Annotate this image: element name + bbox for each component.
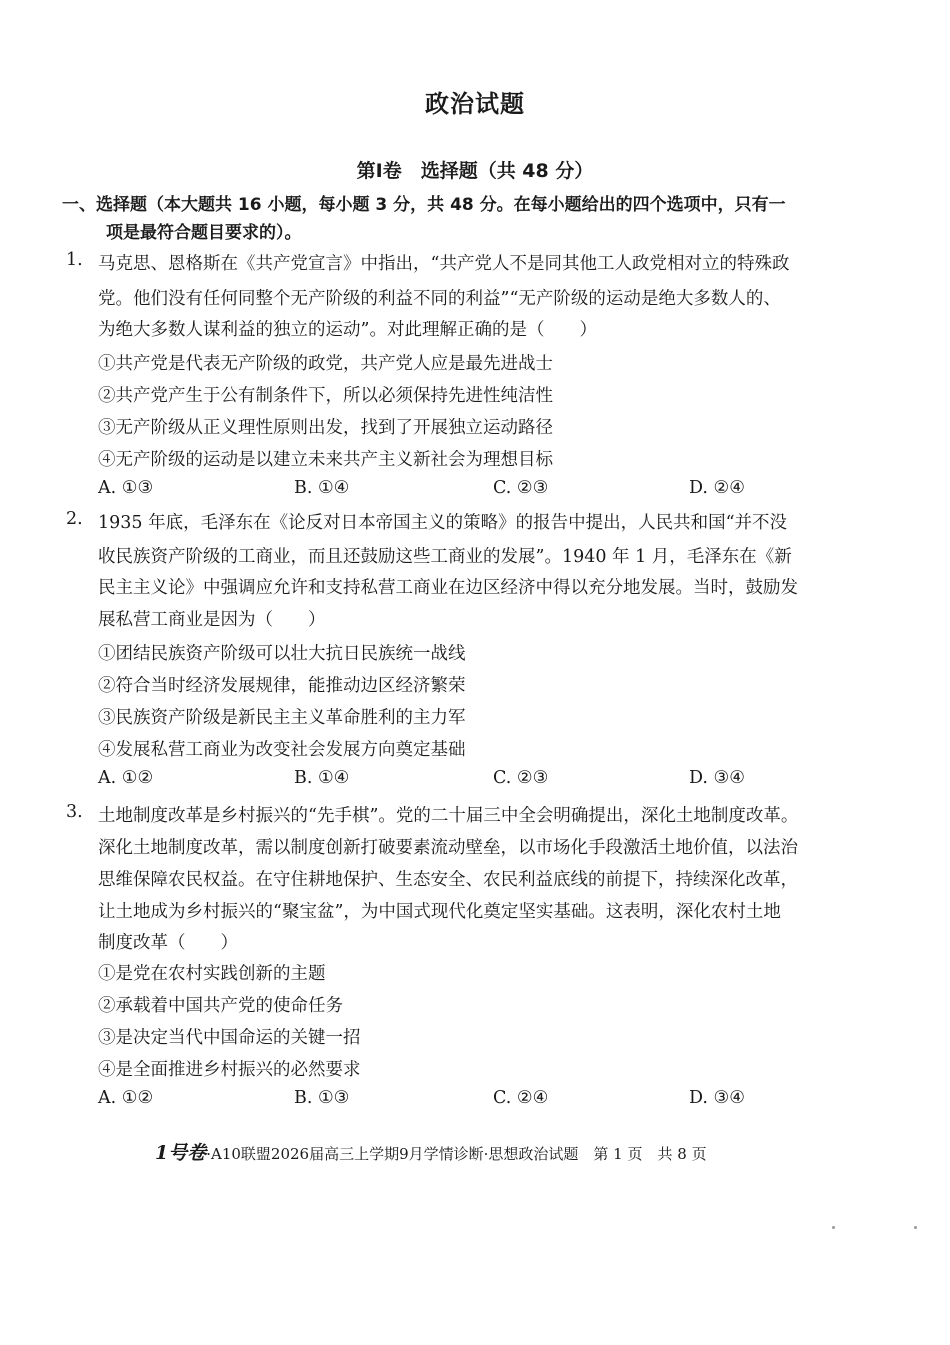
- question-3-option-b: B. ①③: [294, 1088, 350, 1108]
- question-2-stem-line: 1935 年底，毛泽东在《论反对日本帝国主义的策略》的报告中提出，人民共和国“并不没: [98, 513, 788, 533]
- section-instructions-line-2: 项是最符合题目要求的）。: [106, 223, 302, 243]
- question-2-option-d: D. ③④: [689, 768, 745, 788]
- question-3-number: 3.: [66, 802, 83, 822]
- question-1-number: 1.: [66, 250, 83, 270]
- question-1-item: ②共产党产生于公有制条件下，所以必须保持先进性纯洁性: [98, 386, 553, 406]
- question-3-option-a: A. ①②: [98, 1088, 154, 1108]
- question-3-stem-line: 土地制度改革是乡村振兴的“先手棋”。党的二十届三中全会明确提出，深化土地制度改革。: [98, 806, 799, 826]
- question-2-option-b: B. ①④: [294, 768, 350, 788]
- question-1-option-c: C. ②③: [493, 478, 549, 498]
- question-2-stem-line: 展私营工商业是因为（ ）: [98, 610, 326, 630]
- question-3-item: ④是全面推进乡村振兴的必然要求: [98, 1060, 361, 1080]
- question-2-item: ④发展私营工商业为改变社会发展方向奠定基础: [98, 740, 466, 760]
- question-3-stem-line: 制度改革（ ）: [98, 933, 238, 953]
- question-3-option-c: C. ②④: [493, 1088, 549, 1108]
- question-1-option-d: D. ②④: [689, 478, 745, 498]
- question-3-stem-line: 让土地成为乡村振兴的“聚宝盆”，为中国式现代化奠定坚实基础。这表明，深化农村土地: [98, 902, 781, 922]
- question-1-stem-line: 党。他们没有任何同整个无产阶级的利益不同的利益”“无产阶级的运动是绝大多数人的、: [98, 289, 781, 309]
- question-3-item: ③是决定当代中国命运的关键一招: [98, 1028, 361, 1048]
- question-2-option-a: A. ①②: [98, 768, 154, 788]
- question-2-item: ①团结民族资产阶级可以壮大抗日民族统一战线: [98, 644, 466, 664]
- question-1-item: ①共产党是代表无产阶级的政党，共产党人应是最先进战士: [98, 354, 553, 374]
- page-title: 政治试题: [425, 90, 525, 118]
- question-3-item: ②承载着中国共产党的使命任务: [98, 996, 343, 1016]
- question-1-option-a: A. ①③: [98, 478, 154, 498]
- footer-text: ·A10联盟2026届高三上学期9月学情诊断·思想政治试题 第 1 页 共 8 页: [206, 1145, 707, 1163]
- question-1-option-b: B. ①④: [294, 478, 350, 498]
- footer-logo: 1号卷: [155, 1142, 207, 1164]
- question-2-option-c: C. ②③: [493, 768, 549, 788]
- section-instructions-line-1: 一、选择题（本大题共 16 小题，每小题 3 分，共 48 分。在每小题给出的四个选项中，只有一: [62, 195, 786, 215]
- question-1-stem-line: 马克思、恩格斯在《共产党宣言》中指出，“共产党人不是同其他工人政党相对立的特殊政: [98, 254, 790, 274]
- question-2-stem-line: 收民族资产阶级的工商业，而且还鼓励这些工商业的发展”。1940 年 1 月，毛泽东在《新: [98, 547, 792, 567]
- question-1-item: ④无产阶级的运动是以建立未来共产主义新社会为理想目标: [98, 450, 553, 470]
- page-footer: [155, 1138, 707, 1165]
- question-2-item: ②符合当时经济发展规律，能推动边区经济繁荣: [98, 676, 466, 696]
- question-2-number: 2.: [66, 509, 83, 529]
- question-3-stem-line: 深化土地制度改革，需以制度创新打破要素流动壁垒，以市场化手段激活土地价值，以法治: [98, 838, 798, 858]
- question-2-stem-line: 民主主义论》中强调应允许和支持私营工商业在边区经济中得以充分地发展。当时，鼓励发: [98, 578, 798, 598]
- question-3-item: ①是党在农村实践创新的主题: [98, 964, 326, 984]
- question-1-item: ③无产阶级从正义理性原则出发，找到了开展独立运动路径: [98, 418, 553, 438]
- scan-speck: [914, 1226, 917, 1229]
- question-3-stem-line: 思维保障农民权益。在守住耕地保护、生态安全、农民利益底线的前提下，持续深化改革，: [98, 870, 798, 890]
- question-2-item: ③民族资产阶级是新民主主义革命胜利的主力军: [98, 708, 466, 728]
- question-3-option-d: D. ③④: [689, 1088, 745, 1108]
- scan-speck: [832, 1226, 835, 1229]
- question-1-stem-line: 为绝大多数人谋利益的独立的运动”。对此理解正确的是（ ）: [98, 320, 597, 340]
- volume-title: 第Ⅰ卷 选择题（共 48 分）: [356, 160, 594, 182]
